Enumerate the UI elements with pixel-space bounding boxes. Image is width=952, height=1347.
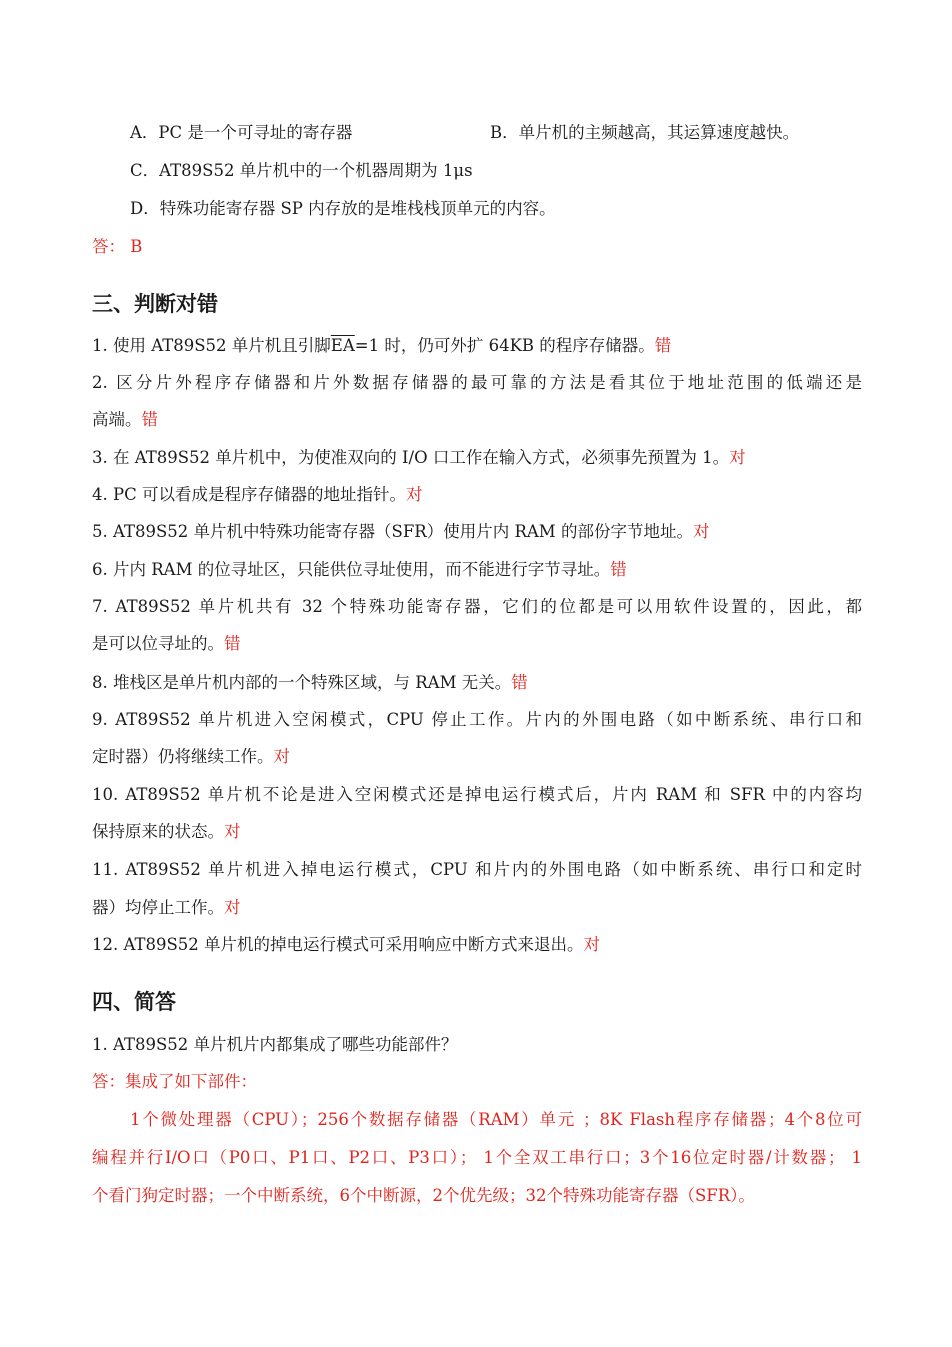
judge-item-5 bbox=[92, 521, 862, 543]
judge-item-7-line2 bbox=[92, 633, 862, 655]
answer-intro: 答：集成了如下部件： bbox=[92, 1072, 257, 1091]
verdict: 错 bbox=[224, 634, 241, 653]
judge-item-3 bbox=[92, 447, 862, 469]
item-text: 1. 使用 AT89S52 单片机且引脚 bbox=[92, 336, 331, 355]
judge-item-2-line2 bbox=[92, 409, 862, 431]
verdict: 对 bbox=[729, 448, 746, 467]
judge-item-8 bbox=[92, 672, 862, 694]
judge-item-10-line1: 10. AT89S52 单片机不论是进入空闲模式还是掉电运行模式后，片内 RAM 和 SFR 中的内容均 bbox=[92, 785, 862, 804]
section-heading: 三、判断对错 bbox=[92, 292, 218, 316]
item-text: 保持原来的状态。 bbox=[92, 822, 224, 841]
item-text: 定时器）仍将继续工作。 bbox=[92, 747, 274, 766]
judge-item-1 bbox=[92, 335, 862, 357]
verdict: 对 bbox=[405, 485, 423, 504]
option-b: B．单片机的主频越高，其运算速度越快。 bbox=[490, 123, 800, 142]
choice-answer: 答： B bbox=[92, 237, 143, 256]
item-text: 8. 堆栈区是单片机内部的一个特殊区域，与 RAM 无关。 bbox=[92, 673, 512, 692]
verdict: 对 bbox=[273, 747, 290, 766]
verdict: 对 bbox=[224, 898, 241, 917]
judge-item-11-line2 bbox=[92, 897, 862, 919]
judge-item-4 bbox=[92, 484, 862, 506]
item-text: 5. AT89S52 单片机中特殊功能寄存器（SFR）使用片内 RAM 的部份字节地址。 bbox=[92, 522, 693, 541]
judge-item-9-line2 bbox=[92, 746, 862, 768]
item-text: 6. 片内 RAM 的位寻址区，只能供位寻址使用，而不能进行字节寻址。 bbox=[92, 560, 611, 579]
item-text: 3. 在 AT89S52 单片机中，为使准双向的 I/O 口工作在输入方式，必须事先预置为 1。 bbox=[92, 448, 730, 467]
item-text: 器）均停止工作。 bbox=[92, 898, 224, 917]
answer-body-line1: 1个微处理器（CPU）；256个数据存储器（RAM）单元 ；8K Flash程序存储器；4个8位可 bbox=[130, 1110, 862, 1129]
answer-body-line3: 个看门狗定时器；一个中断系统，6个中断源，2个优先级；32个特殊功能寄存器（SFR）。 bbox=[92, 1186, 755, 1205]
item-text: 高端。 bbox=[92, 410, 142, 429]
item-text: 4. PC 可以看成是程序存储器的地址指针。 bbox=[92, 485, 406, 504]
judge-item-10-line2 bbox=[92, 821, 862, 843]
verdict: 错 bbox=[610, 560, 627, 579]
option-c: C．AT89S52 单片机中的一个机器周期为 1μs bbox=[130, 161, 473, 180]
judge-item-2-line1: 2. 区分片外程序存储器和片外数据存储器的最可靠的方法是看其位于地址范围的低端还是 bbox=[92, 373, 862, 392]
judge-item-9-line1: 9. AT89S52 单片机进入空闲模式，CPU 停止工作。片内的外围电路（如中断系统、串行口和 bbox=[92, 710, 862, 729]
answer-body-line2: 编程并行I/O口（P0口、P1口、P2口、P3口）； 1个全双工串行口；3个16位定时器/计数器； 1 bbox=[92, 1148, 862, 1167]
item-text: 是可以位寻址的。 bbox=[92, 634, 224, 653]
option-d: D．特殊功能寄存器 SP 内存放的是堆栈栈顶单元的内容。 bbox=[130, 199, 556, 218]
judge-item-7-line1: 7. AT89S52 单片机共有 32 个特殊功能寄存器，它们的位都是可以用软件设置的，因此，都 bbox=[92, 597, 862, 616]
item-text: =1 时，仍可外扩 64KB 的程序存储器。 bbox=[354, 336, 655, 355]
verdict: 错 bbox=[511, 673, 528, 692]
item-text: 12. AT89S52 单片机的掉电运行模式可采用响应中断方式来退出。 bbox=[92, 935, 584, 954]
judge-item-6 bbox=[92, 559, 862, 581]
question-1: 1. AT89S52 单片机片内都集成了哪些功能部件？ bbox=[92, 1035, 458, 1054]
ea-pin-label: $\overline{EA}$ bbox=[330, 336, 355, 355]
verdict: 错 bbox=[141, 410, 158, 429]
verdict: 对 bbox=[224, 822, 241, 841]
option-a: A．PC 是一个可寻址的寄存器 bbox=[130, 123, 353, 142]
judge-item-12 bbox=[92, 934, 862, 956]
verdict: 对 bbox=[583, 935, 601, 954]
verdict: 对 bbox=[692, 522, 710, 541]
judge-item-11-line1: 11. AT89S52 单片机进入掉电运行模式，CPU 和片内的外围电路（如中断系统、串行口和定时 bbox=[92, 860, 862, 879]
verdict: 错 bbox=[654, 336, 672, 355]
section-heading: 四、简答 bbox=[92, 990, 176, 1014]
